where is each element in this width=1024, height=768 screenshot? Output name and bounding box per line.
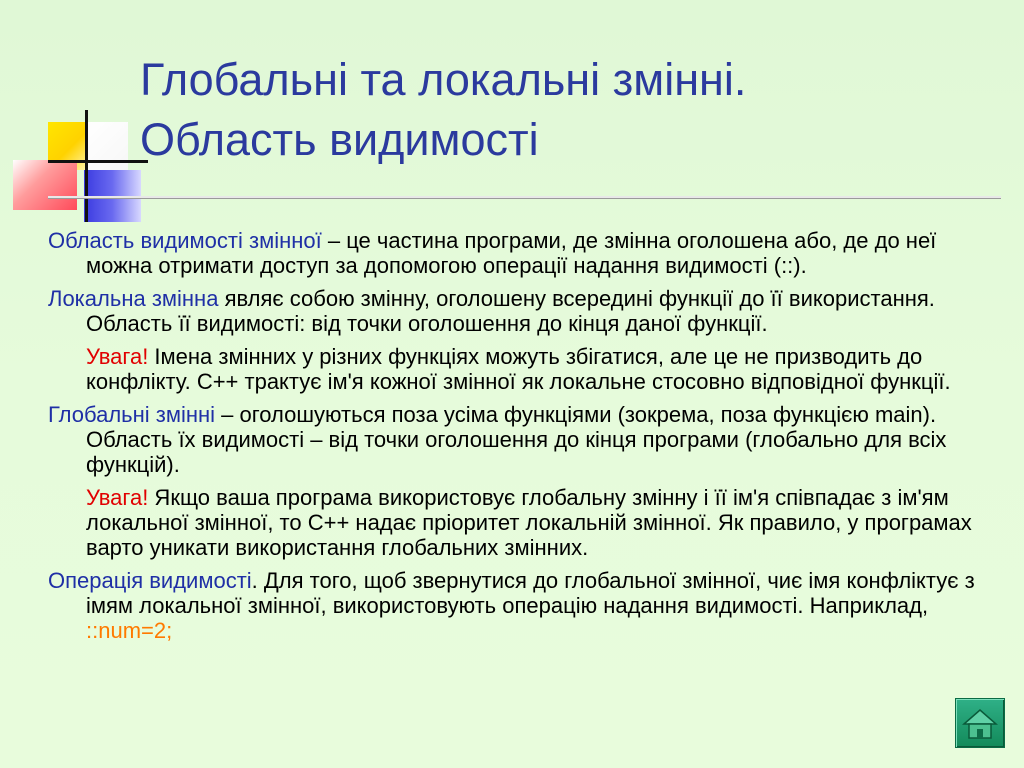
red-square-decoration (13, 160, 77, 210)
paragraph-text: – оголошуються поза усіма функціями (зокрема, поза функцією main). Область їх видимості – від точки оголошення до кінця програми (глобально для всіх функцій). (86, 402, 947, 477)
paragraph-scope-operator (48, 568, 993, 643)
paragraph-global-variables (48, 402, 993, 477)
horizontal-line-decoration (48, 160, 148, 163)
warning-label: Увага! (86, 485, 149, 510)
term-global-variables: Глобальні змінні (48, 402, 216, 427)
code-example: ::num=2; (86, 618, 173, 643)
paragraph-text: являє собою змінну, оголошену всередині функції до її використання. Область її видимості: від точки оголошення до кінця даної функції. (86, 286, 935, 336)
title-underline (48, 196, 1001, 199)
warning-label: Увага! (86, 344, 149, 369)
vertical-line-decoration (85, 110, 88, 222)
slide-content (48, 228, 993, 651)
home-button[interactable] (955, 698, 1005, 748)
note-text: Імена змінних у різних функціях можуть збігатися, але це не призводить до конфлікту. С++ трактує ім'я кожної змінної як локальне стосовно відповідної функції. (86, 344, 951, 394)
term-scope-operator: Операція видимості (48, 568, 252, 593)
paragraph-text: . Для того, щоб звернутися до глобальної змінної, чиє імя конфліктує з імям локальної змінної, використовують операцію надання видимості. Наприклад, (86, 568, 975, 618)
term-scope: Область видимості змінної (48, 228, 322, 253)
note-local-names (48, 344, 993, 394)
paragraph-scope-definition (48, 228, 993, 278)
slide-title (140, 50, 1000, 170)
title-line-1: Глобальні та локальні змінні. (140, 54, 747, 105)
paragraph-text: – це частина програми, де змінна оголошена або, де до неї можна отримати доступ за допомогою операції надання видимості (::). (86, 228, 937, 278)
title-line-2: Область видимості (140, 114, 539, 165)
note-text: Якщо ваша програма використовує глобальну змінну і її ім'я співпадає з ім'ям локальної змінної, то С++ надає пріоритет локальній змінної. Як правило, у програмах варто уникати використання глобальних змінних. (86, 485, 972, 560)
note-global-priority (48, 485, 993, 560)
term-local-variable: Локальна змінна (48, 286, 219, 311)
paragraph-local-variable (48, 286, 993, 336)
home-icon (956, 699, 1004, 747)
